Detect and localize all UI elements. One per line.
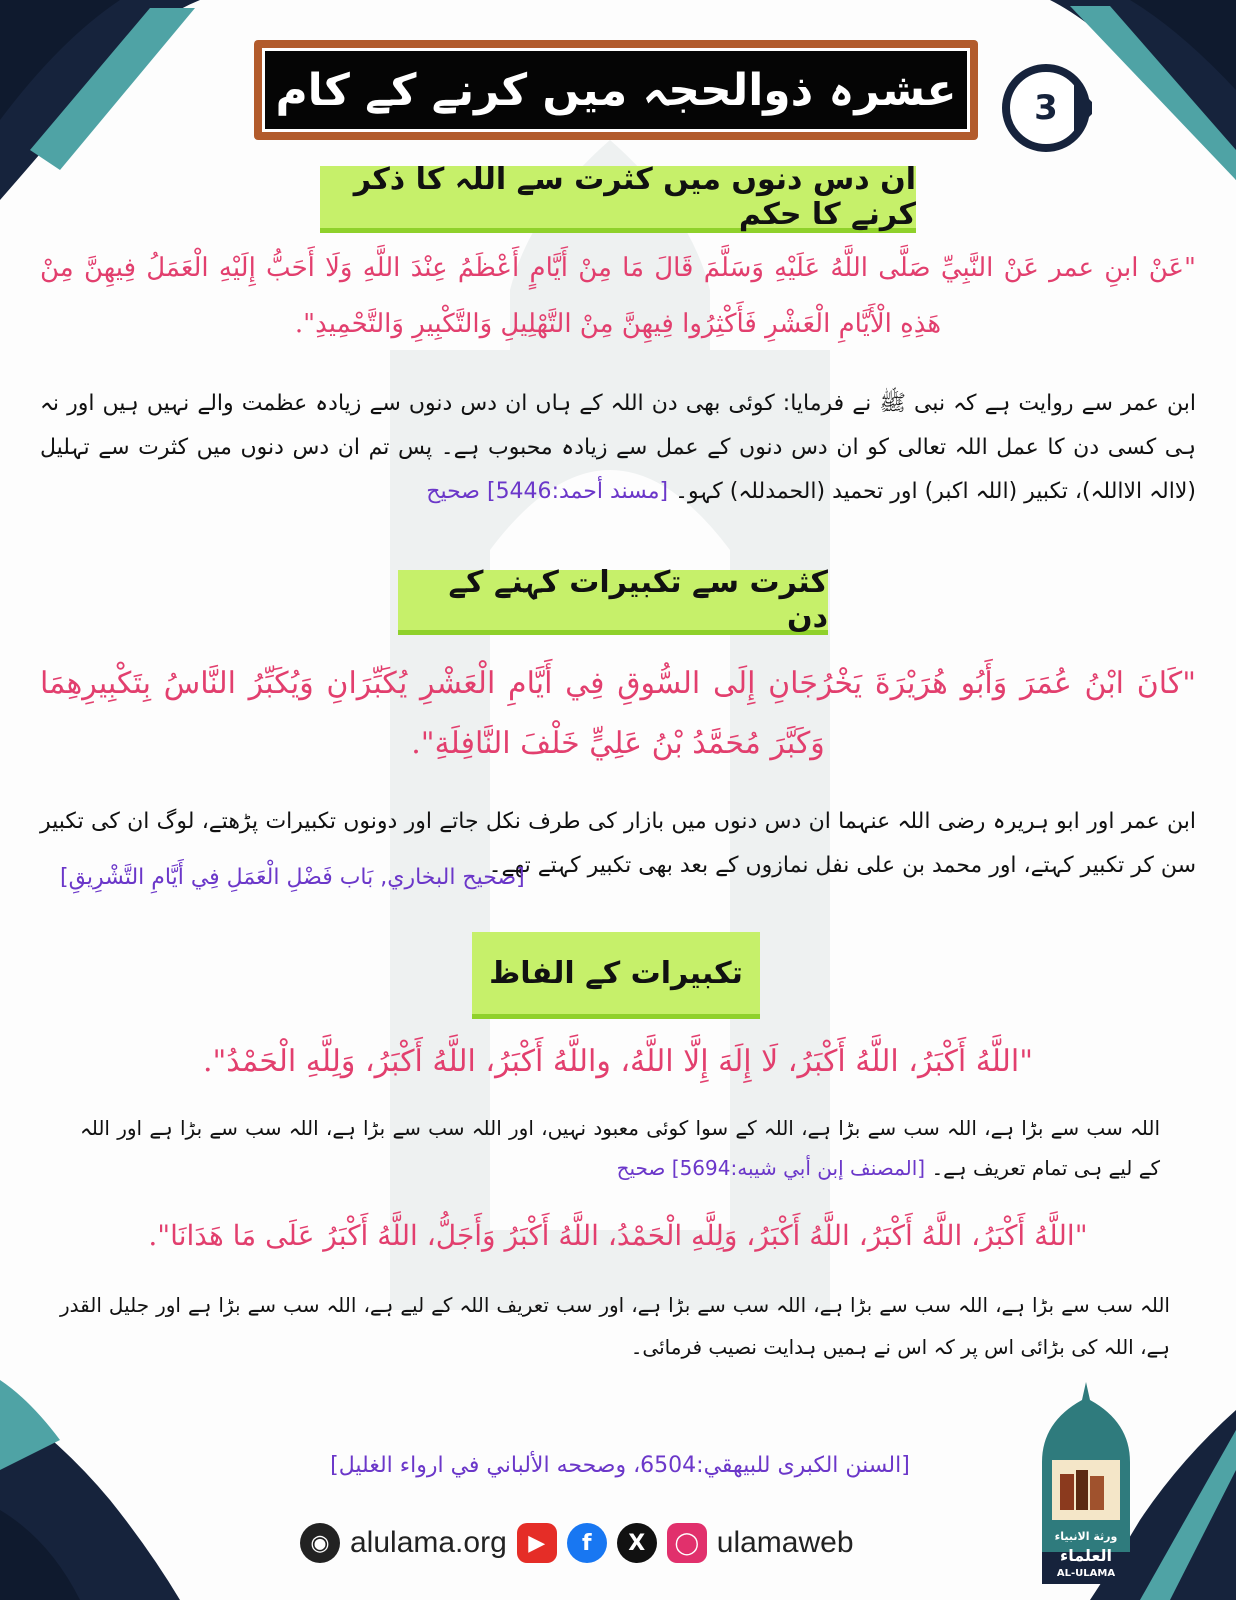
section3-arabic-takbir-1: "اللَّهُ أَكْبَرُ، اللَّهُ أَكْبَرُ، لَا إِلَهَ إِلَّا اللَّهُ، واللَّهُ أَكْبَرُ، اللَّهُ أَكْبَرُ، وَلِلَّهِ الْحَمْدُ".	[202, 1044, 1034, 1079]
section3-urdu-translation-2: اللہ سب سے بڑا ہے، اللہ سب سے بڑا ہے، اللہ سب سے بڑا ہے، اور سب تعریف اللہ کے لیے ہے، اللہ سب سے بڑا ہے اور جلیل القدر ہے، اللہ کی بڑائی اس پر کہ اس نے ہمیں ہدایت نصیب فرمائی۔	[60, 1293, 1170, 1359]
title-box	[262, 48, 970, 132]
section3-heading: تکبیرات کے الفاظ	[472, 932, 760, 1019]
section2-urdu-translation: ابن عمر اور ابو ہریرہ رضی اللہ عنہما ان دس دنوں میں بازار کی طرف نکل جاتے اور دونوں تکبیرات پڑھتے، لوگ ان کی تکبیر سن کر تکبیر کہتے، اور محمد بن علی نفل نمازوں کے بعد بھی تکبیر کہتے تھے۔	[40, 809, 1196, 878]
top-left-corner-decoration	[0, 0, 220, 200]
website-link[interactable]: alulama.org	[350, 1526, 507, 1559]
title-banner	[254, 40, 978, 140]
section3-urdu-translation-1	[80, 1108, 1160, 1188]
section3-urdu-text-1: اللہ سب سے بڑا ہے، اللہ سب سے بڑا ہے، اللہ کے سوا کوئی معبود نہیں، اور اللہ سب سے بڑا ہے، اللہ سب سے بڑا ہے اور اللہ کے لیے ہی تمام تعریف ہے۔	[80, 1116, 1160, 1180]
section2-heading: کثرت سے تکبیرات کہنے کے دن	[398, 570, 828, 635]
section3-reference-2: [السنن الكبرى للبيهقي:6504، وصححه الألباني في ارواء الغليل]	[330, 1453, 910, 1478]
footer	[300, 1518, 940, 1568]
section1-heading: ان دس دنوں میں کثرت سے اللہ کا ذکر کرنے کا حکم	[320, 166, 916, 233]
section3-arabic-takbir-2: "اللَّهُ أَكْبَرُ، اللَّهُ أَكْبَرُ، اللَّهُ أَكْبَرُ، وَلِلَّهِ الْحَمْدُ، اللَّهُ أَكْبَرُ وَأَجَلُّ، اللَّهُ أَكْبَرُ عَلَى مَا هَدَانَا".	[148, 1219, 1088, 1252]
section1-urdu-text: ابن عمر سے روایت ہے کہ نبی ﷺ نے فرمایا: کوئی بھی دن اللہ کے ہاں ان دس دنوں سے زیادہ عظمت والے نہیں ہیں اور نہ ہی کسی دن کا عمل اللہ تعالی کو ان دس دنوں کے عمل سے زیادہ محبوب ہے۔ پس تم ان دس دنوں میں کثرت سے تہلیل (لاالہ الااللہ)، تکبیر (اللہ اکبر) اور تحمید (الحمدللہ) کہو۔	[40, 391, 1196, 504]
logo-text-latin: AL-ULAMA	[1056, 1568, 1116, 1579]
section2-arabic-hadith: "كَانَ ابْنُ عُمَرَ وَأَبُو هُرَيْرَةَ يَخْرُجَانِ إِلَى السُّوقِ فِي أَيَّامِ الْعَشْرِ يُكَبِّرَانِ وَيُكَبِّرُ النَّاسُ بِتَكْبِيرِهِمَا وَكَبَّرَ مُحَمَّدُ بْنُ عَلِيٍّ خَلْفَ النَّافِلَةِ".	[40, 666, 1196, 761]
page-title: عشرہ ذوالحجہ میں کرنے کے کام	[275, 64, 957, 116]
social-handle[interactable]: ulamaweb	[716, 1526, 854, 1559]
section1-reference: [مسند أحمد:5446] صحيح	[426, 479, 669, 504]
section3-reference-1: [المصنف إبن أبي شيبه:5694] صحيح	[616, 1156, 926, 1180]
bottom-left-corner-decoration	[0, 1360, 200, 1600]
logo-text-arabic: العلماء	[1060, 1546, 1112, 1565]
facebook-icon[interactable]: f	[567, 1523, 607, 1563]
section1-arabic-hadith: "عَنْ ابنِ عمر عَنْ النَّبِيِّ صَلَّى اللَّهُ عَلَيْهِ وَسَلَّمَ قَالَ مَا مِنْ أَيَّامٍ أَعْظَمُ عِنْدَ اللَّهِ وَلَا أَحَبُّ إِلَيْهِ الْعَمَلُ فِيهِنَّ مِنْ هَذِهِ الْأَيَّامِ الْعَشْرِ فَأَكْثِرُوا فِيهِنَّ مِنْ التَّهْلِيلِ وَالتَّكْبِيرِ وَالتَّحْمِيدِ".	[40, 253, 1196, 339]
x-icon[interactable]: X	[617, 1523, 657, 1563]
section2-reference: [صحيح البخاري, بَاب فَضْلِ الْعَمَلِ فِي أَيَّامِ التَّشْرِيقِ]	[60, 865, 525, 890]
globe-icon[interactable]: ◉	[300, 1523, 340, 1563]
logo-text-top: ورثة الانبياء	[1054, 1530, 1118, 1543]
section1-urdu-translation	[40, 382, 1196, 514]
youtube-icon[interactable]: ▶	[517, 1523, 557, 1563]
instagram-icon[interactable]: ◯	[667, 1523, 707, 1563]
number-badge-label: 3	[1034, 88, 1058, 128]
